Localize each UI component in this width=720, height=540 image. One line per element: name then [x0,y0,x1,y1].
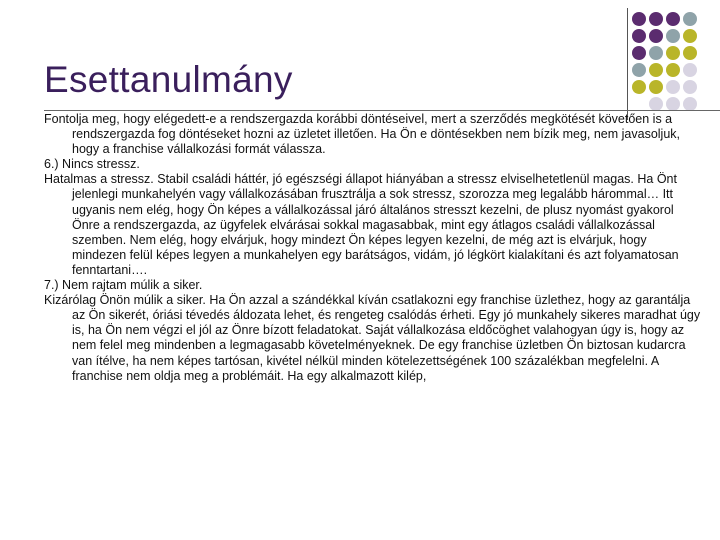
title-divider [44,110,720,111]
decorative-dot [632,46,646,60]
decorative-dot [649,63,663,77]
decorative-dot-grid [622,8,720,120]
decorative-dot [649,46,663,60]
paragraph-3: Hatalmas a stressz. Stabil családi háttér, jó egészségi állapot hiányában a stressz elviselhetetlenül magas. Ha Önt jelenlegi munkahelyén vagy vállalkozásában frusztrálja a sok stressz, szorozza meg legalább hárommal… Itt ugyanis nem elég, hogy Ön képes a vállalkozással járó általános stresszt kezelni, de plusz nyomást gyakorol Önre a rendszergazda, az ügyfelek elvárásai sokkal magasabbak, mint egy átlagos családi vállalkozással szemben. Nem elég, hogy elvárjuk, hogy mindezt Ön képes legyen kezelni, de még azt is elvárjuk, hogy mindezen felül képes legyen a munkahelyen egy barátságos, vidám, jó légkört kialakítani és azt folyamatosan fenntartani…. [44,172,679,277]
decorative-dot [666,46,680,60]
decorative-dot [666,97,680,111]
decorative-dot [649,80,663,94]
decorative-dot [683,97,697,111]
decorative-dot [683,46,697,60]
decorative-dot [683,29,697,43]
decorative-dot [683,63,697,77]
decorative-dot [666,63,680,77]
decorative-dot [632,29,646,43]
decorative-dot [666,29,680,43]
decorative-dot [683,12,697,26]
decorative-dot [632,80,646,94]
slide-title: Esettanulmány [44,59,293,100]
paragraph-5: Kizárólag Önön múlik a siker. Ha Ön azzal a szándékkal kíván csatlakozni egy franchise üzlethez, hogy az garantálja az Ön sikerét, óriási tévedés áldozata lehet, és rengeteg csalódás érheti. Egy jó munkahely sikeres maradhat úgy is, ha Ön nem végzi el jól az Önre bízott feladatokat. Saját vállalkozása eldőcöghet valahogyan úgy is, hogy az nem felel meg mindenben a legmagasabb követelményeknek. De egy franchise üzletben Ön biztosan kudarcra van ítélve, ha nem képes tartósan, kivétel nélkül minden kötelezettségének 100 százalékban megfelelni. A franchise nem oldja meg a problémáit. Ha egy alkalmazott kilép, [44,293,701,383]
decorative-dot [666,12,680,26]
paragraph-2: 6.) Nincs stressz. [44,157,140,172]
decorative-dot [632,12,646,26]
decorative-dot [649,29,663,43]
decorative-dot [649,97,663,111]
decorative-dot [632,63,646,77]
decorative-dot [666,80,680,94]
decorative-dot [649,12,663,26]
decorative-dot [683,80,697,94]
paragraph-1: Fontolja meg, hogy elégedett-e a rendszergazda korábbi döntéseivel, mert a szerződés megkötését követően is a rendszergazda fog döntéseket hozni az üzletet illetően. Ha Ön e döntésekben nem bízik meg, nem javasoljuk, hogy a franchise vállalkozási formát válassza. [44,112,680,157]
slide-body [44,112,702,384]
paragraph-4: 7.) Nem rajtam múlik a siker. [44,278,203,293]
decorative-vertical-line [627,8,628,120]
